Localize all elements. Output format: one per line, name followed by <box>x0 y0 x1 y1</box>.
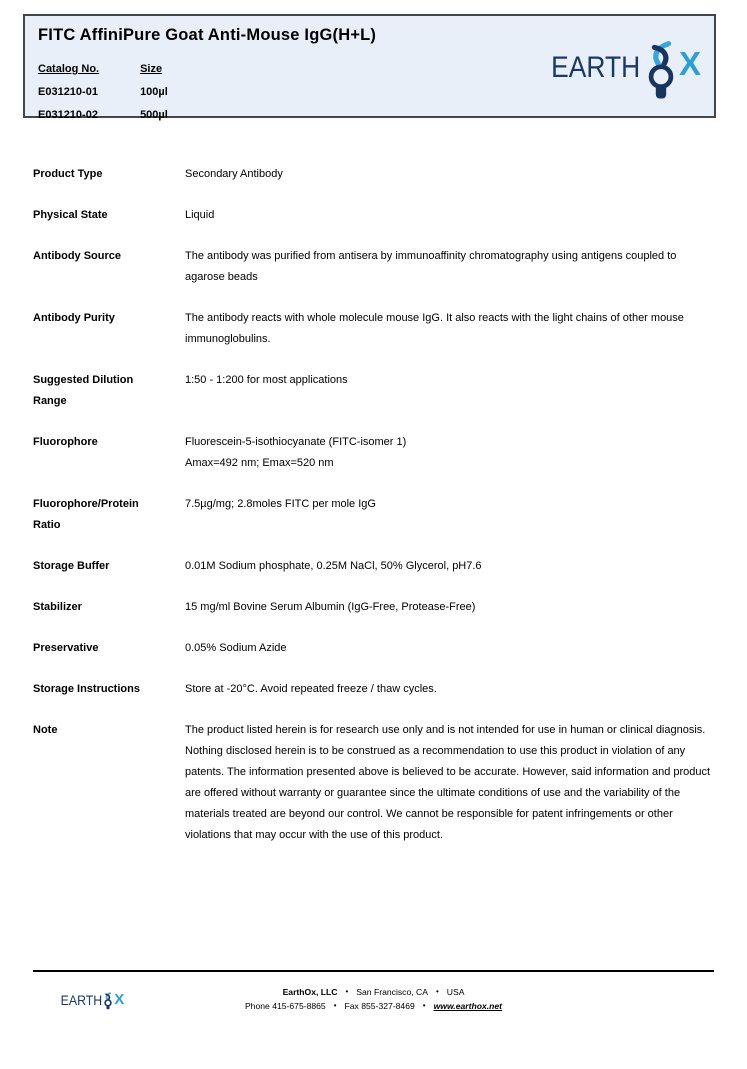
earthox-logo <box>539 34 700 102</box>
footer-earthox-logo <box>55 988 124 1012</box>
spec-value: Store at -20°C. Avoid repeated freeze / thaw cycles. <box>185 683 437 695</box>
logo-earth-text: EARTH <box>550 51 640 84</box>
spec-value: The product listed herein is for research use only and is not intended for use in human or clinical diagnosis. Nothing disclosed herein is to be construed as a recommendation to use this product in violation of any patents. The information presented above is believed to be accurate. However, said information and product are offered without warranty or guarantee since the ultimate conditions of use and the variability of the materials treated are beyond our control. We cannot be responsible for patent infringements or other violations that may occur with the use of this product. <box>185 724 711 841</box>
spec-label: Suggested Dilution Range <box>33 374 134 407</box>
catalog-size-table <box>38 58 168 127</box>
catalog-no-header: Catalog No. <box>38 63 100 75</box>
spec-value: 15 mg/ml Bovine Serum Albumin (IgG-Free, Protease-Free) <box>185 601 476 613</box>
catalog-table-row <box>38 81 168 104</box>
spec-value: 7.5µg/mg; 2.8moles FITC per mole IgG <box>185 498 376 510</box>
spec-label: Preservative <box>33 642 99 654</box>
footer-text-segment: Fax 855-327-8469 <box>344 1000 415 1011</box>
spec-row <box>33 432 717 474</box>
spec-row <box>33 556 717 577</box>
spec-row <box>33 494 717 536</box>
footer-earthox-bulb-icon <box>103 992 113 1011</box>
spec-value: 0.01M Sodium phosphate, 0.25M NaCl, 50% Glycerol, pH7.6 <box>185 560 482 572</box>
footer-logo-earth-text: EARTH <box>60 992 103 1008</box>
spec-label: Antibody Purity <box>33 312 115 324</box>
spec-label: Physical State <box>33 209 108 221</box>
catalog-table-header <box>38 58 168 81</box>
spec-value: Fluorescein-5-isothiocyanate (FITC-isomer 1) Amax=492 nm; Emax=520 nm <box>185 436 407 469</box>
spec-row <box>33 679 717 700</box>
footer-bullet-separator: • <box>435 987 439 996</box>
footer-website-link[interactable]: www.earthox.net <box>433 1000 503 1011</box>
spec-label: Storage Buffer <box>33 560 110 572</box>
footer-text-segment: EarthOx, LLC <box>282 987 338 997</box>
spec-value: The antibody was purified from antisera by immunoaffinity chromatography using antigens coupled to agarose beads <box>185 250 677 283</box>
spec-row <box>33 164 717 185</box>
spec-value: The antibody reacts with whole molecule mouse IgG. It also reacts with the light chains of other mouse immunoglobulins. <box>185 312 684 345</box>
spec-label: Storage Instructions <box>33 683 140 695</box>
spec-row <box>33 246 717 288</box>
footer-divider <box>33 970 714 972</box>
footer <box>0 982 747 1042</box>
spec-label: Fluorophore <box>33 436 98 448</box>
footer-text-segment: Phone 415-675-8865 <box>244 1000 326 1011</box>
spec-value: 0.05% Sodium Azide <box>185 642 287 654</box>
catalog-table-row <box>38 104 168 127</box>
spec-list <box>33 164 717 866</box>
spec-label: Product Type <box>33 168 103 180</box>
footer-text-segment: USA <box>446 987 465 997</box>
earthox-bulb-icon <box>644 40 678 104</box>
catalog-number: E031210-01 <box>38 86 98 98</box>
spec-value: Secondary Antibody <box>185 168 283 180</box>
footer-company-line <box>120 986 627 1000</box>
catalog-size: 500µl <box>140 109 168 121</box>
spec-label: Antibody Source <box>33 250 122 262</box>
spec-value: 1:50 - 1:200 for most applications <box>185 374 348 386</box>
spec-row <box>33 597 717 618</box>
spec-row <box>33 205 717 226</box>
catalog-number: E031210-02 <box>38 109 98 121</box>
spec-label: Fluorophore/Protein Ratio <box>33 498 139 531</box>
spec-row <box>33 720 717 846</box>
product-header-box <box>23 14 716 121</box>
catalog-size: 100µl <box>140 86 168 98</box>
spec-label: Stabilizer <box>33 601 82 613</box>
footer-bullet-separator: • <box>422 1000 426 1010</box>
size-header: Size <box>140 63 163 75</box>
page-title: FITC AffiniPure Goat Anti-Mouse IgG(H+L) <box>38 26 377 44</box>
catalog-rows <box>38 81 168 127</box>
footer-contact-block <box>120 986 627 1013</box>
footer-bullet-separator: • <box>333 1000 337 1010</box>
footer-bullet-separator: • <box>345 987 349 996</box>
footer-logo-x-text: X <box>114 990 125 1008</box>
spec-row <box>33 638 717 659</box>
spec-row <box>33 370 717 412</box>
spec-row <box>33 308 717 350</box>
spec-label: Note <box>33 724 58 736</box>
spec-value: Liquid <box>185 209 215 221</box>
logo-x-text: X <box>678 45 700 82</box>
footer-phone-line <box>120 1000 627 1014</box>
footer-text-segment: San Francisco, CA <box>356 987 428 997</box>
